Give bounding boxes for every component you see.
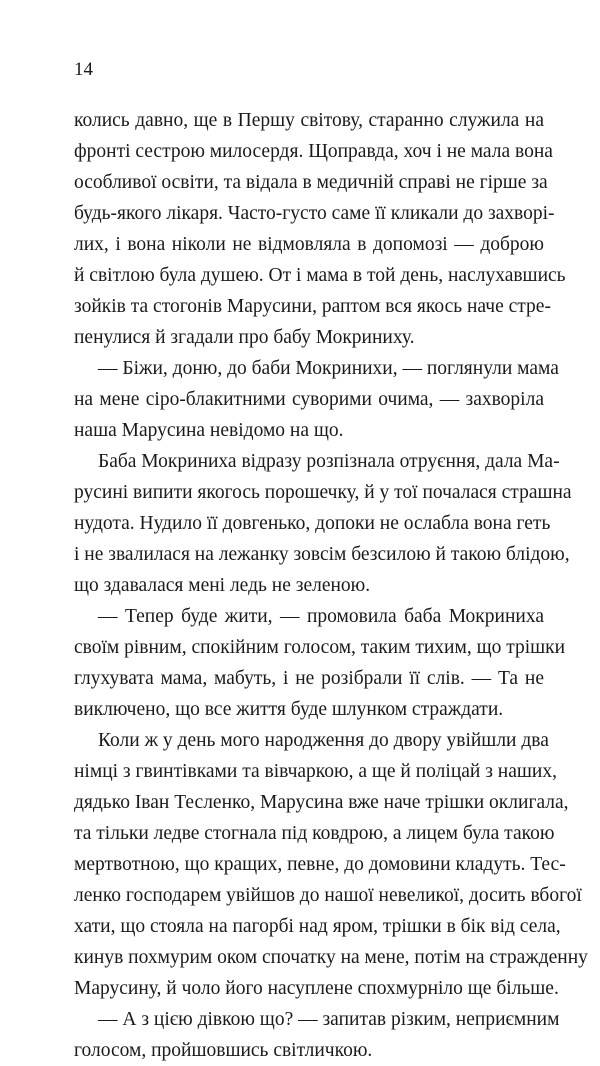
text-line: своїм рівним, спокійним голосом, таким тихим, що трішки [74, 637, 566, 658]
text-line: лих, і вона ніколи не відмовляла в допомозі — доброю [74, 234, 544, 255]
text-line: дядько Іван Тесленко, Марусина вже наче трішки оклигала, [74, 792, 569, 813]
paragraph [74, 353, 559, 446]
text-line: кинув похмурим оком спочатку на мене, потім на стражденну [74, 947, 588, 968]
text-line: й світлою була душею. От і мама в той день, наслухавшись [74, 265, 566, 286]
text-line: що здавалася мені ледь не зеленою. [74, 575, 371, 596]
text-line: Коли ж у день мого народження до двору увійшли два [98, 730, 549, 751]
text-line: — Тепер буде жити, — промовила баба Мокриниха [98, 606, 544, 627]
text-line: Марусину, й чоло його насуплене спохмурніло ще більше. [74, 978, 559, 999]
text-line: русині випити якогось порошечку, й у тої почалася страшна [74, 482, 572, 503]
text-line: наша Марусина невідомо на що. [74, 420, 344, 441]
text-line: — А з цією дівкою що? — запитав різким, неприємним [98, 1009, 560, 1030]
text-line: на мене сіро-блакитними суворими очима, — захворіла [74, 389, 544, 410]
paragraph [74, 725, 588, 1004]
text-line: нудота. Нудило її довгенько, допоки не ослабла вона геть [74, 513, 551, 534]
text-line: колись давно, ще в Першу світову, старанно служила на [74, 110, 544, 131]
text-line: фронті сестрою милосердя. Щоправда, хоч і не мала вона [74, 141, 553, 162]
paragraph [74, 446, 572, 601]
text-line: пенулися й згадали про бабу Мокриниху. [74, 327, 415, 348]
text-line: та тільки ледве стогнала під ковдрою, а лицем була такою [74, 823, 555, 844]
text-line: — Біжи, доню, до баби Мокринихи, — поглянули мама [98, 358, 559, 379]
text-line: і не звалилася на лежанку зовсім безсилою й такою блідою, [74, 544, 570, 565]
text-line: німці з гвинтівками та вівчаркою, а ще й поліцай з наших, [74, 761, 557, 782]
text-line: виключено, що все життя буде шлунком страждати. [74, 699, 504, 720]
text-line: хати, що стояла на пагорбі над яром, трішки в бік від села, [74, 916, 561, 937]
text-line: голосом, пройшовшись світличкою. [74, 1040, 373, 1061]
text-line: ленко господарем увійшов до нашої невеликої, досить вбогої [74, 885, 582, 906]
text-line: будь-якого лікаря. Часто-густо саме її кликали до захворі- [74, 203, 555, 224]
paragraph [74, 1004, 560, 1066]
paragraph [74, 601, 566, 725]
paragraph [74, 105, 566, 353]
page-number: 14 [74, 59, 93, 80]
text-line: глухувата мама, мабуть, і не розібрали її слів. — Та не [74, 668, 544, 689]
text-line: Баба Мокриниха відразу розпізнала отруєння, дала Ма- [98, 451, 560, 472]
text-line: зойків та стогонів Марусини, раптом вся якось наче стре- [74, 296, 551, 317]
text-line: особливої освіти, та відала в медичній справі не гірше за [74, 172, 548, 193]
text-body [74, 105, 588, 1066]
text-line: мертвотною, що кращих, певне, до домовини кладуть. Тес- [74, 854, 566, 875]
